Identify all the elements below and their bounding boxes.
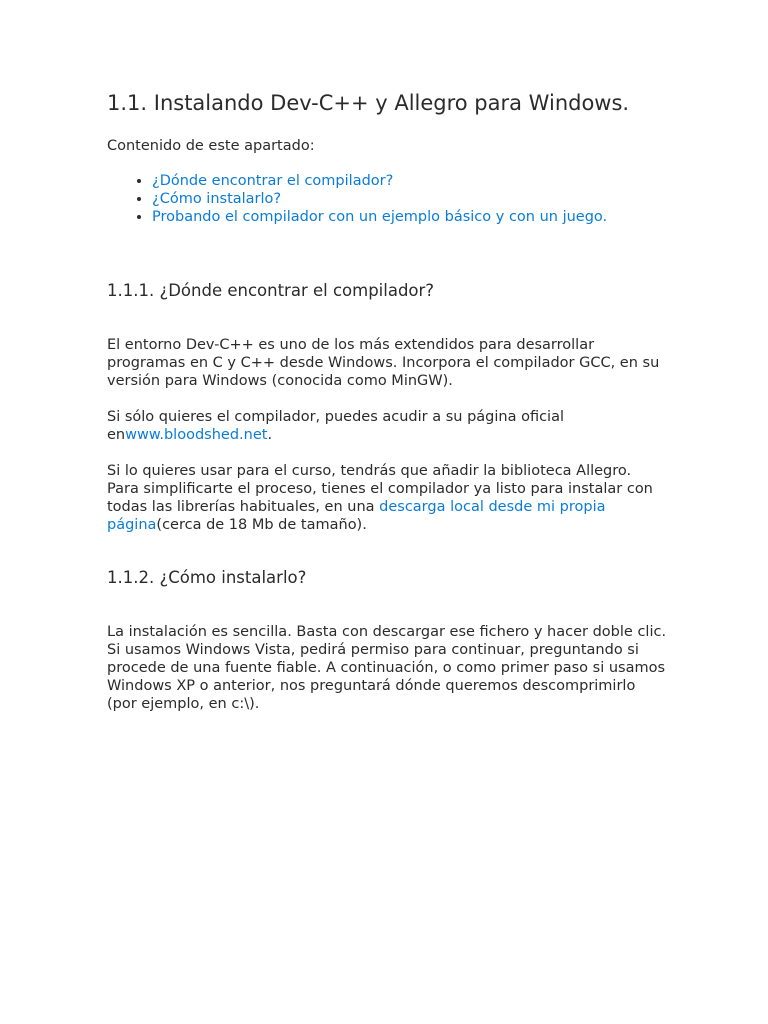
toc-item — [152, 190, 667, 208]
table-of-contents — [107, 172, 667, 226]
paragraph-compilador-oficial — [107, 408, 667, 444]
toc-intro: Contenido de este apartado: — [107, 138, 315, 154]
toc-link-como[interactable]: ¿Cómo instalarlo? — [152, 191, 282, 207]
section-heading-donde: 1.1.1. ¿Dónde encontrar el compilador? — [107, 281, 435, 300]
bloodshed-link[interactable]: www.bloodshed.net — [125, 427, 268, 443]
section-heading-como: 1.1.2. ¿Cómo instalarlo? — [107, 568, 307, 587]
paragraph-entorno: El entorno Dev-C++ es uno de los más extendidos para desarrollar programas en C y C++ desde Windows. Incorpora el compilador GCC, en su versión para Windows (conocida como MinGW). — [107, 337, 660, 389]
paragraph-text: Si sólo quieres el compilador, puedes acudir a su página oficial en — [107, 409, 565, 443]
toc-item — [152, 208, 667, 226]
toc-link-donde[interactable]: ¿Dónde encontrar el compilador? — [152, 173, 394, 189]
paragraph-text: (cerca de 18 Mb de tamaño). — [156, 517, 367, 533]
paragraph-text: . — [267, 427, 273, 443]
paragraph-text: Si lo quieres usar para el curso, tendrás que añadir la biblioteca Allegro. Para simplificarte el proceso, tienes el compilador ya listo para instalar con todas las librerías habituales, en una — [107, 463, 653, 515]
paragraph-instalacion: La instalación es sencilla. Basta con descargar ese fichero y hacer doble clic. Si usamos Windows Vista, pedirá permiso para continuar, preguntando si procede de una fuente fiable. A continuación, o como primer paso si usamos Windows XP o anterior, nos preguntará dónde queremos descomprimirlo (por ejemplo, en c:\). — [107, 624, 667, 712]
toc-link-probando[interactable]: Probando el compilador con un ejemplo básico y con un juego. — [152, 209, 608, 225]
document-content — [107, 90, 667, 713]
toc-item — [152, 172, 667, 190]
page-title: 1.1. Instalando Dev-C++ y Allegro para Windows. — [107, 91, 630, 115]
paragraph-allegro — [107, 462, 667, 534]
local-download-link[interactable]: descarga local desde mi propia página — [107, 499, 606, 533]
